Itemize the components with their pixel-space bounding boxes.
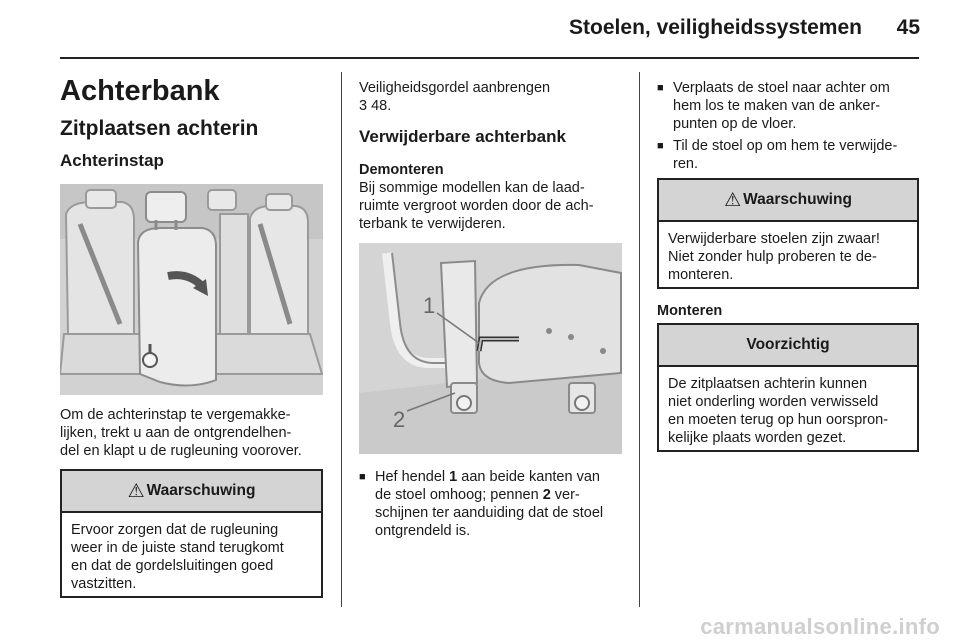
caution-line: en moeten terug op hun oorspron-: [668, 412, 889, 428]
warning-line: en dat de gordelsluitingen goed: [71, 558, 274, 574]
warning-line: weer in de juiste stand terugkomt: [71, 540, 284, 556]
subsection-heading: Zitplaatsen achterin: [60, 117, 259, 140]
warning-box-header: [62, 471, 321, 513]
callout-ref: 1: [449, 469, 458, 485]
caution-line: niet onderling worden verwisseld: [668, 394, 879, 410]
instruction-paragraph: [359, 179, 629, 233]
page-reference-link[interactable]: 48.: [367, 98, 392, 114]
bullet-text: punten op de vloer.: [673, 116, 797, 132]
column-divider: [341, 72, 342, 607]
instruction-bullet: [359, 468, 629, 540]
caution-title: Voorzichtig: [746, 336, 830, 353]
caution-line: kelijke plaats worden gezet.: [668, 430, 847, 446]
warning-title: Waarschuwing: [743, 191, 852, 208]
subsection-heading: Verwijderbare achterbank: [359, 127, 566, 146]
warning-line: Ervoor zorgen dat de rugleuning: [71, 522, 279, 538]
caution-box-header: [659, 325, 917, 367]
warning-box-header: [659, 180, 917, 222]
column-divider: [639, 72, 640, 607]
seat-release-illustration: [359, 243, 622, 454]
topic-heading: Achterinstap: [60, 151, 164, 170]
header-rule: [60, 57, 919, 59]
bullet-text: Hef hendel: [375, 469, 450, 485]
bullet-text: de stoel omhoog; pennen: [375, 487, 543, 503]
instruction-bullet: [657, 79, 927, 133]
bullet-square-icon: ■: [657, 82, 664, 94]
bullet-text: aan beide kanten van: [457, 469, 600, 485]
topic-heading: Demonteren: [359, 162, 444, 178]
seat-release-drawing: [359, 243, 622, 454]
bullet-text: ren.: [673, 156, 698, 172]
bullet-text: Verplaats de stoel naar achter om: [673, 80, 890, 96]
page-number: 45: [896, 16, 920, 39]
paragraph-line: del en klapt u de rugleuning voorover.: [60, 443, 302, 459]
bullet-square-icon: ■: [359, 471, 366, 483]
running-header-title: Stoelen, veiligheidssystemen: [569, 16, 862, 39]
warning-line: vastzitten.: [71, 576, 137, 592]
bullet-text: Til de stoel op om hem te verwijde-: [673, 138, 898, 154]
rear-seat-drawing: [60, 184, 323, 395]
warning-text: [659, 222, 917, 292]
topic-heading: Monteren: [657, 303, 723, 319]
warning-triangle-icon: ⚠: [127, 480, 145, 502]
instruction-bullet: [657, 137, 927, 173]
callout-ref: 2: [542, 487, 551, 503]
bullet-text: ontgrendeld is.: [375, 523, 471, 539]
warning-box: [60, 469, 323, 598]
bullet-text: ver-: [550, 487, 580, 503]
paragraph-line: Om de achterinstap te vergemakke-: [60, 407, 291, 423]
warning-triangle-icon: ⚠: [724, 189, 742, 211]
paragraph-line: lijken, trekt u aan de ontgrendelhen-: [60, 425, 292, 441]
caution-text: [659, 367, 917, 455]
callout-label-1: 1: [423, 293, 436, 318]
warning-line: Verwijderbare stoelen zijn zwaar!: [668, 231, 880, 247]
paragraph-line: terbank te verwijderen.: [359, 216, 506, 232]
paragraph-line: Bij sommige modellen kan de laad-: [359, 180, 585, 196]
warning-title: Waarschuwing: [146, 482, 256, 499]
rear-seat-illustration: [60, 184, 323, 395]
caution-line: De zitplaatsen achterin kunnen: [668, 376, 868, 392]
cross-reference: [359, 79, 629, 115]
caution-box: [657, 323, 919, 452]
paragraph-line: ruimte vergroot worden door de ach-: [359, 198, 594, 214]
warning-line: Niet zonder hulp proberen te de-: [668, 249, 877, 265]
page-reference-arrow-icon: 3: [359, 98, 368, 114]
watermark: carmanualsonline.info: [700, 614, 940, 639]
warning-text: [62, 513, 321, 601]
bullet-text: schijnen ter aanduiding dat de stoel: [375, 505, 604, 521]
callout-label-2: 2: [393, 407, 406, 432]
bullet-square-icon: ■: [657, 140, 664, 152]
instruction-paragraph: [60, 406, 330, 460]
warning-line: monteren.: [668, 267, 734, 283]
section-heading: Achterbank: [60, 75, 220, 107]
warning-box: [657, 178, 919, 289]
bullet-text: hem los te maken van de anker-: [673, 98, 881, 114]
cross-reference-text: Veiligheidsgordel aanbrengen: [359, 80, 551, 96]
